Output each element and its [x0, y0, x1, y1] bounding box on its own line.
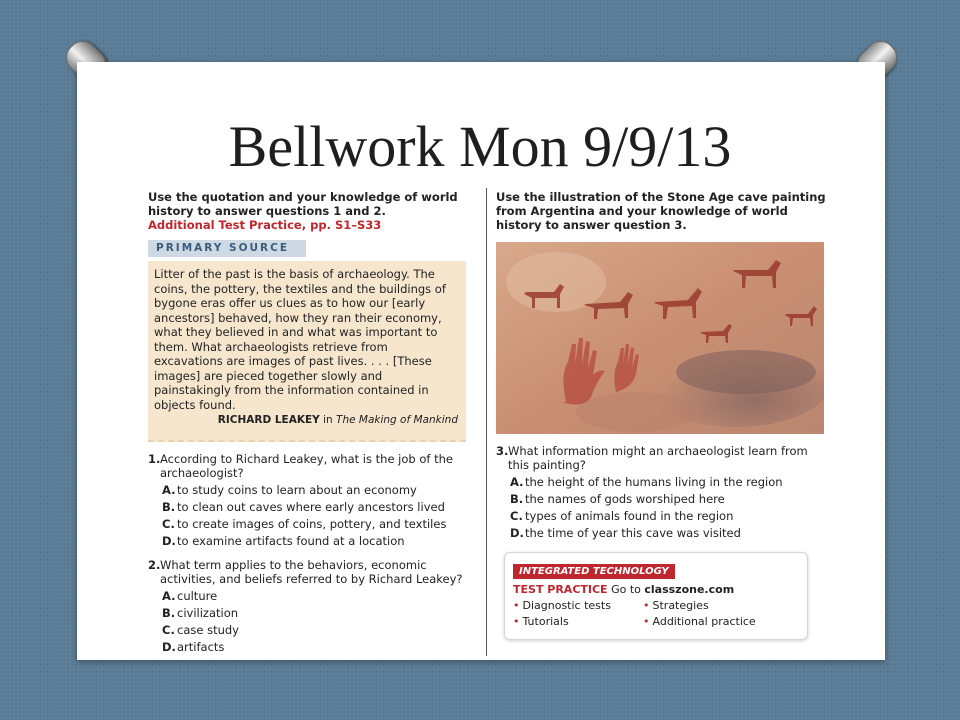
option-letter: B. [162, 605, 176, 620]
option-text: to create images of coins, pottery, and textiles [177, 516, 447, 531]
option-letter: A. [162, 588, 176, 603]
list-item-label: Additional practice [652, 615, 756, 628]
question-stem: What information might an archaeologist learn from this painting? [508, 444, 808, 472]
answer-option[interactable] [162, 517, 474, 531]
option-letter: C. [162, 622, 175, 637]
option-text: the names of gods worshiped here [525, 492, 725, 506]
option-text: case study [177, 622, 239, 637]
list-item [643, 599, 783, 612]
right-column [496, 190, 826, 640]
left-intro-text: Use the quotation and your knowledge of world history to answer questions 1 and 2. [148, 190, 458, 218]
bullet-icon: • [643, 615, 650, 628]
bullet-icon: • [513, 615, 520, 628]
cave-painting-image [496, 242, 824, 434]
primary-source-label: PRIMARY SOURCE [148, 240, 306, 257]
bullet-icon: • [643, 599, 650, 612]
answer-option[interactable] [162, 534, 474, 548]
option-letter: A. [510, 475, 524, 489]
answer-option[interactable] [510, 475, 826, 489]
textbook-page [128, 184, 834, 658]
go-to-text: Go to [611, 583, 641, 596]
answer-option[interactable] [162, 483, 474, 497]
list-item-label: Diagnostic tests [522, 599, 611, 612]
option-text: the time of year this cave was visited [525, 526, 741, 540]
option-text: types of animals found in the region [525, 509, 734, 523]
option-letter: B. [510, 492, 524, 506]
option-text: culture [177, 588, 218, 603]
test-practice-line [513, 583, 799, 596]
question-stem: According to Richard Leakey, what is the job of the archaeologist? [160, 451, 453, 480]
slide-title: Bellwork Mon 9/9/13 [228, 114, 732, 179]
integrated-technology-box [504, 552, 808, 640]
option-letter: D. [510, 526, 524, 540]
answer-option[interactable] [162, 589, 474, 603]
answer-option[interactable] [510, 509, 826, 523]
bullet-icon: • [513, 599, 520, 612]
option-letter: B. [162, 499, 176, 514]
option-text: to clean out caves where early ancestors lived [177, 499, 445, 514]
option-letter: C. [510, 509, 523, 523]
option-letter: C. [162, 516, 175, 531]
question-stem: What term applies to the behaviors, economic activities, and beliefs referred to by Richard Leakey? [160, 557, 463, 586]
option-letter: A. [162, 482, 176, 497]
option-letter: D. [162, 533, 176, 548]
answer-option[interactable] [162, 500, 474, 514]
question-1 [148, 452, 474, 548]
option-text: to examine artifacts found at a location [177, 533, 405, 548]
question-3 [496, 444, 826, 540]
practice-link[interactable]: Additional Test Practice, pp. S1–S33 [148, 218, 382, 232]
list-item-label: Strategies [652, 599, 709, 612]
question-number: 3. [496, 444, 509, 458]
option-text: to study coins to learn about an economy [177, 482, 417, 497]
question-2 [148, 558, 474, 654]
answer-option[interactable] [510, 526, 826, 540]
right-intro: Use the illustration of the Stone Age cave painting from Argentina and your knowledge of world history to answer question 3. [496, 190, 826, 232]
quote-text: Litter of the past is the basis of archaeology. The coins, the pottery, the textiles and the buildings of bygone eras offer us clues as to how our [early ancestors] behaved, how they ran their economy, what they believed in and what was important to them. What archaeologists retrieve from excavations are images of past lives. . . . [These images] are pieced together slowly and painstakingly from the information contained in objects found. [154, 267, 446, 412]
test-practice-label: TEST PRACTICE [513, 583, 608, 596]
primary-source-quote [148, 261, 466, 442]
option-text: the height of the humans living in the region [525, 475, 783, 489]
answer-option[interactable] [162, 640, 474, 654]
quote-in: in [323, 414, 333, 426]
column-divider [486, 188, 487, 656]
list-item [513, 599, 643, 612]
quote-author: RICHARD LEAKEY [217, 414, 320, 426]
answer-option[interactable] [162, 623, 474, 637]
list-item-label: Tutorials [522, 615, 569, 628]
quote-book: The Making of Mankind [336, 414, 458, 426]
list-item [643, 615, 783, 628]
answer-option[interactable] [510, 492, 826, 506]
option-text: civilization [177, 605, 239, 620]
option-text: artifacts [177, 639, 225, 654]
tech-resource-list [513, 599, 799, 628]
question-number: 1. [148, 451, 161, 466]
left-column [148, 190, 474, 654]
quote-attribution [154, 413, 458, 428]
list-item [513, 615, 643, 628]
integrated-technology-tag: INTEGRATED TECHNOLOGY [513, 564, 675, 579]
answer-option[interactable] [162, 606, 474, 620]
classzone-link[interactable]: classzone.com [644, 583, 735, 596]
option-letter: D. [162, 639, 176, 654]
question-number: 2. [148, 557, 161, 572]
left-intro [148, 190, 474, 232]
